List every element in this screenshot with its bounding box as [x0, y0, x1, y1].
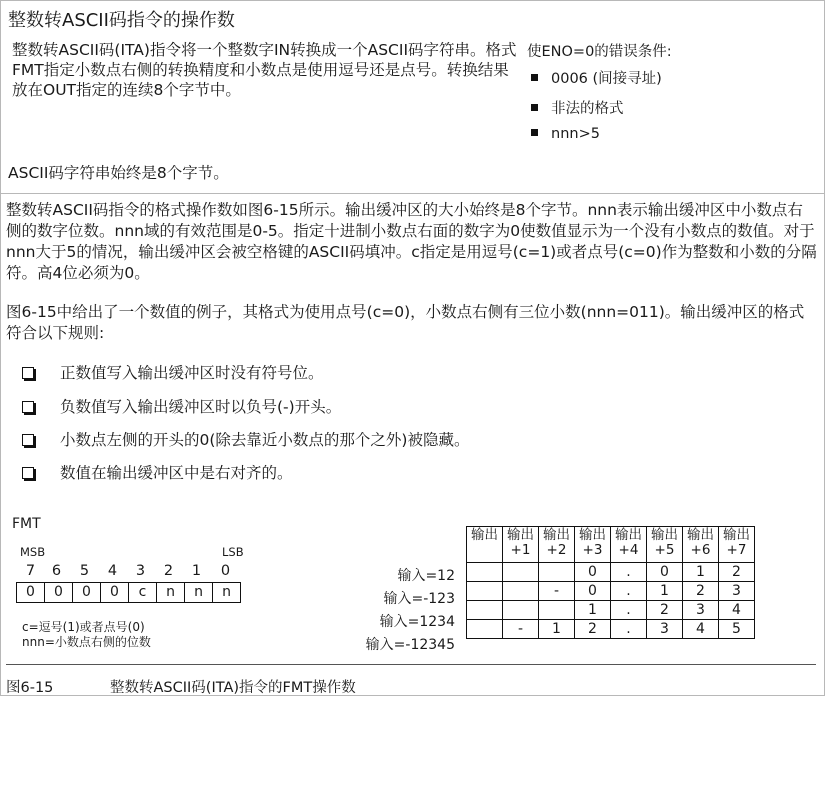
- square-bullet-icon: [531, 104, 538, 111]
- fmt-bit: c: [128, 583, 156, 602]
- fmt-bit: 0: [72, 583, 100, 602]
- table-cell: 4: [683, 620, 719, 639]
- bit-number: 3: [135, 563, 146, 579]
- table-cell: [467, 601, 503, 620]
- column-header: 输出 +1: [503, 527, 539, 563]
- table-cell: [503, 601, 539, 620]
- square-bullet-icon: [531, 74, 538, 81]
- table-cell: [539, 601, 575, 620]
- format-paragraph: 整数转ASCII码指令的格式操作数如图6-15所示。输出缓冲区的大小始终是8个字节。nnn表示输出缓冲区中小数点右侧的数字位数。nnn域的有效范围是0-5。指定十进制小数点右面的数字为0使数值显示为一个没有小数点的数值。对于nnn大于5的情况，输出缓冲区会被空格键的ASCII码填冲。c指定是用逗号(c=1)或者点号(c=0)作为整数和小数的分隔符。高4位必须为0。: [6, 201, 817, 282]
- column-header: 输出 +6: [683, 527, 719, 563]
- fmt-bit: 0: [26, 584, 35, 600]
- table-cell: 5: [719, 620, 755, 639]
- column-header: 输出 +2: [539, 527, 575, 563]
- table-cell: .: [611, 620, 647, 639]
- figure-number: 图6-15: [6, 680, 54, 696]
- error-condition-item: 非法的格式: [531, 97, 624, 118]
- table-cell: [467, 620, 503, 639]
- fmt-label: FMT: [12, 516, 41, 532]
- rule-item: 小数点左侧的开头的0(除去靠近小数点的那个之外)被隐藏。: [22, 428, 469, 450]
- intro-text: 整数转ASCII码(ITA)指令将一个整数字IN转换成一个ASCII码字符串。格式FMT指定小数点右侧的转换精度和小数点是使用逗号还是点号。转换结果放在OUT指定的连续8个字节中。: [12, 41, 517, 99]
- table-cell: 3: [683, 601, 719, 620]
- table-cell: 0: [575, 582, 611, 601]
- figure-caption: 整数转ASCII码(ITA)指令的FMT操作数: [110, 680, 356, 696]
- table-cell: 0: [575, 563, 611, 582]
- table-cell: [467, 582, 503, 601]
- table-cell: -: [539, 582, 575, 601]
- table-cell: 3: [647, 620, 683, 639]
- fmt-bit-field: [16, 582, 241, 603]
- fmt-bit: 0: [100, 583, 128, 602]
- bit-number: 7: [25, 563, 36, 579]
- bit-number: 5: [79, 563, 90, 579]
- bit-number: 0: [220, 563, 231, 579]
- table-cell: 1: [575, 601, 611, 620]
- bit-number: 1: [191, 563, 202, 579]
- table-cell: [539, 563, 575, 582]
- table-cell: 2: [719, 563, 755, 582]
- table-header-row: [467, 527, 755, 563]
- table-cell: .: [611, 563, 647, 582]
- example-paragraph: 图6-15中给出了一个数值的例子，其格式为使用点号(c=0)，小数点右侧有三位小数(nnn=011)。输出缓冲区的格式符合以下规则:: [6, 303, 805, 342]
- checkbox-bullet-icon: [22, 401, 34, 413]
- column-header: 输出 +7: [719, 527, 755, 563]
- row-label: 输入=12: [397, 568, 455, 584]
- column-header: 输出 +5: [647, 527, 683, 563]
- rule-item: 数值在输出缓冲区中是右对齐的。: [22, 461, 293, 483]
- bit-number: 2: [163, 563, 174, 579]
- row-label: 输入=-123: [383, 591, 455, 607]
- fmt-note-c: c=逗号(1)或者点号(0): [22, 620, 145, 634]
- ascii-length-note: ASCII码字符串始终是8个字节。: [8, 164, 229, 182]
- fmt-bit: n: [184, 583, 212, 602]
- fmt-bit: 0: [44, 583, 72, 602]
- column-header: 输出 +4: [611, 527, 647, 563]
- fmt-bit: n: [212, 583, 240, 602]
- table-cell: 0: [647, 563, 683, 582]
- checkbox-bullet-icon: [22, 467, 34, 479]
- table-cell: 2: [683, 582, 719, 601]
- checkbox-bullet-icon: [22, 367, 34, 379]
- figure-divider: [6, 664, 816, 665]
- table-cell: 1: [647, 582, 683, 601]
- table-cell: 3: [719, 582, 755, 601]
- column-header: 输出: [467, 527, 503, 563]
- table-cell: 1: [539, 620, 575, 639]
- table-cell: [467, 563, 503, 582]
- table-cell: 2: [647, 601, 683, 620]
- error-condition-item: nnn>5: [531, 126, 600, 142]
- rule-item: 正数值写入输出缓冲区时没有符号位。: [22, 361, 324, 383]
- bit-number: 6: [51, 563, 62, 579]
- lsb-label: LSB: [222, 545, 244, 559]
- table-cell: 2: [575, 620, 611, 639]
- fmt-bit: n: [156, 583, 184, 602]
- row-label: 输入=-12345: [365, 637, 455, 653]
- table-cell: .: [611, 601, 647, 620]
- output-buffer-table: [466, 526, 755, 639]
- rule-item: 负数值写入输出缓冲区时以负号(-)开头。: [22, 395, 341, 417]
- column-header: 输出 +3: [575, 527, 611, 563]
- checkbox-bullet-icon: [22, 434, 34, 446]
- table-cell: [503, 563, 539, 582]
- table-cell: -: [503, 620, 539, 639]
- page-title: 整数转ASCII码指令的操作数: [8, 10, 235, 31]
- table-row: [467, 601, 755, 620]
- fmt-note-nnn: nnn=小数点右侧的位数: [22, 635, 151, 649]
- error-conditions-heading: 使ENO=0的错误条件:: [527, 44, 672, 60]
- square-bullet-icon: [531, 129, 538, 136]
- table-cell: 4: [719, 601, 755, 620]
- table-cell: 1: [683, 563, 719, 582]
- table-row: [467, 563, 755, 582]
- table-cell: [503, 582, 539, 601]
- bit-number: 4: [107, 563, 118, 579]
- table-row: [467, 620, 755, 639]
- error-condition-item: 0006 (间接寻址): [531, 67, 662, 88]
- row-label: 输入=1234: [379, 614, 455, 630]
- table-row: [467, 582, 755, 601]
- table-cell: .: [611, 582, 647, 601]
- msb-label: MSB: [20, 545, 46, 559]
